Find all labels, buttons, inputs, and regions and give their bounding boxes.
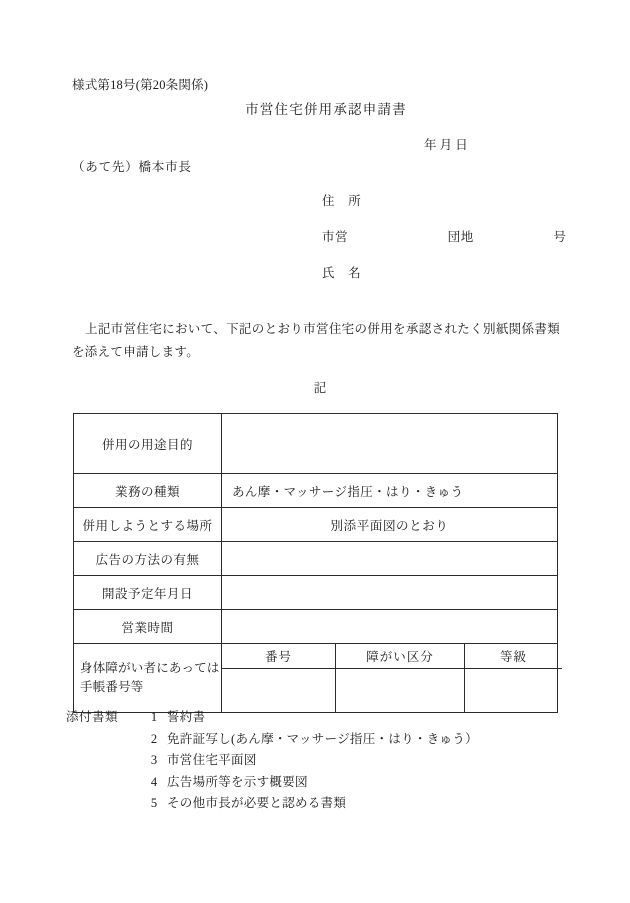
row-value[interactable]: 別添平面図のとおり bbox=[222, 508, 558, 542]
attachment-item bbox=[66, 793, 478, 815]
date-line bbox=[424, 135, 468, 153]
document-title: 市営住宅併用承認申請書 bbox=[245, 102, 407, 117]
applicant-block bbox=[322, 191, 566, 299]
attachment-item bbox=[66, 772, 478, 794]
row-label: 営業時間 bbox=[74, 610, 222, 644]
disability-value-row bbox=[222, 669, 562, 713]
attachment-number: 2 bbox=[150, 731, 158, 746]
estate-label: 団地 bbox=[447, 230, 474, 244]
attachment-item bbox=[66, 750, 478, 772]
disability-header-grade: 等級 bbox=[465, 644, 563, 669]
disability-row-label bbox=[74, 644, 222, 713]
row-value[interactable] bbox=[222, 610, 558, 644]
disability-label-line2: 手帳番号等 bbox=[80, 680, 144, 694]
form-number: 様式第18号(第20条関係) bbox=[72, 78, 209, 92]
disability-header-row bbox=[222, 644, 562, 669]
estate-unit-label: 号 bbox=[553, 230, 567, 244]
attachment-text: 広告場所等を示す概要図 bbox=[167, 774, 308, 789]
attachment-text: その他市長が必要と認める書類 bbox=[167, 796, 347, 810]
row-label: 併用の用途目的 bbox=[74, 414, 222, 474]
table-row bbox=[74, 542, 558, 576]
attachment-number: 1 bbox=[150, 710, 158, 724]
body-paragraph-text: 上記市営住宅において、下記のとおり市営住宅の併用を承認されたく別紙関係書類を添えて申請します。 bbox=[72, 322, 560, 360]
body-paragraph bbox=[72, 318, 560, 364]
estate-prefix-label: 市営 bbox=[322, 230, 349, 244]
applicant-name-line bbox=[322, 263, 566, 299]
table-row bbox=[74, 576, 558, 610]
row-label: 併用しようとする場所 bbox=[74, 508, 222, 542]
disability-header-category: 障がい区分 bbox=[336, 644, 465, 669]
table-row bbox=[74, 610, 558, 644]
addressee-line: （あて先）橋本市長 bbox=[72, 160, 192, 174]
table-row bbox=[74, 414, 558, 474]
attachment-text: 免許証写し(あん摩・マッサージ指圧・はり・きゅう） bbox=[167, 731, 478, 746]
applicant-estate-line bbox=[322, 227, 566, 263]
row-value[interactable] bbox=[222, 576, 558, 610]
attachment-number: 4 bbox=[150, 774, 158, 789]
row-label: 開設予定年月日 bbox=[74, 576, 222, 610]
applicant-name-label: 氏 名 bbox=[322, 266, 362, 280]
row-label: 広告の方法の有無 bbox=[74, 542, 222, 576]
applicant-address-label: 住 所 bbox=[322, 194, 362, 208]
attachment-text: 市営住宅平面図 bbox=[167, 753, 257, 767]
date-day-label: 日 bbox=[455, 138, 468, 152]
attachments-title: 添付書類 bbox=[66, 710, 119, 724]
attachment-item bbox=[66, 729, 478, 751]
attachment-text: 誓約書 bbox=[167, 710, 206, 724]
ki-mark: 記 bbox=[313, 381, 327, 395]
attachment-number: 5 bbox=[150, 796, 158, 810]
disability-value-grade[interactable] bbox=[465, 669, 563, 713]
applicant-address-line bbox=[322, 191, 566, 227]
disability-subtable bbox=[222, 644, 562, 712]
attachments-section bbox=[66, 707, 478, 815]
application-details-table bbox=[73, 413, 558, 713]
disability-subtable-cell bbox=[222, 644, 558, 713]
disability-label-line1: 身体障がい者にあっては bbox=[80, 660, 220, 675]
row-value[interactable] bbox=[222, 414, 558, 474]
row-value[interactable]: あん摩・マッサージ指圧・はり・きゅう bbox=[222, 474, 558, 508]
disability-value-category[interactable] bbox=[336, 669, 465, 713]
table-row-disability bbox=[74, 644, 558, 713]
attachment-number: 3 bbox=[150, 753, 158, 767]
table-row bbox=[74, 508, 558, 542]
attachment-item bbox=[66, 707, 478, 729]
date-month-label: 月 bbox=[439, 138, 453, 152]
table-body bbox=[74, 414, 558, 713]
row-label: 業務の種類 bbox=[74, 474, 222, 508]
table-row bbox=[74, 474, 558, 508]
disability-value-number[interactable] bbox=[222, 669, 336, 713]
row-value[interactable] bbox=[222, 542, 558, 576]
date-year-label: 年 bbox=[424, 138, 437, 152]
disability-header-number: 番号 bbox=[222, 644, 336, 669]
